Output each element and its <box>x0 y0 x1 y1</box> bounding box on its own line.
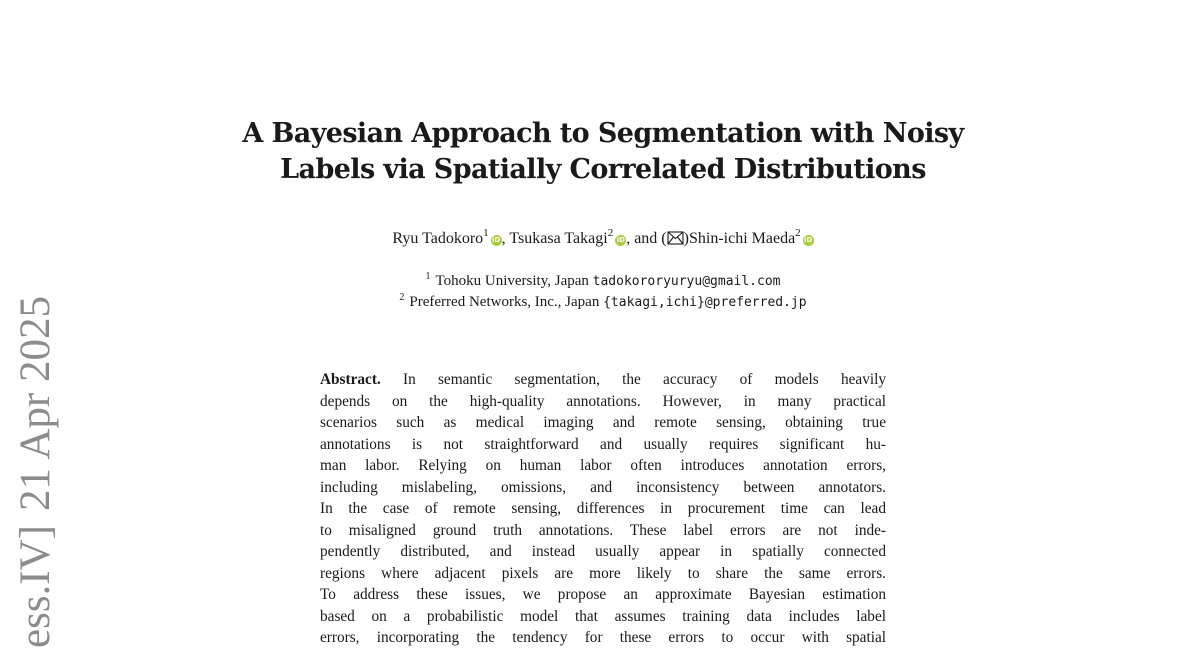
author-name: Ryu Tadokoro <box>392 230 484 247</box>
affiliation <box>200 292 1006 313</box>
affiliation-email[interactable]: tadokororyuryu@gmail.com <box>592 274 781 289</box>
abstract-line: In the case of remote sensing, differences in procurement time can lead <box>320 500 886 517</box>
abstract-line: man labor. Relying on human labor often introduces annotation errors, <box>320 457 886 474</box>
author-name: Tsukasa Takagi <box>509 230 608 247</box>
affiliation-number: 1 <box>425 271 431 282</box>
orcid-icon[interactable]: iD <box>804 236 813 244</box>
affiliation <box>200 271 1006 292</box>
abstract-line: regions where adjacent pixels are more likely to share the same errors. <box>320 564 886 582</box>
abstract-line: To address these issues, we propose an approximate Bayesian estimation <box>320 586 886 603</box>
abstract-line: including mislabeling, omissions, and inconsistency between annotators. <box>320 478 886 496</box>
author-affil-mark: 1 <box>483 227 489 239</box>
abstract <box>320 369 886 649</box>
author-separator: , <box>501 230 510 247</box>
author-affil-mark: 2 <box>607 227 614 239</box>
abstract-line: depends on the high-quality annotations. However, in many practical <box>320 392 886 410</box>
paper-title <box>200 116 1006 188</box>
author-affil-mark: 2 <box>795 227 801 239</box>
author-list <box>200 228 1006 252</box>
affiliation-name: Preferred Networks, Inc., Japan <box>409 294 600 310</box>
abstract-line: Abstract. In semantic segmentation, the accuracy of models heavily <box>320 371 887 388</box>
abstract-line: to misaligned ground truth annotations. These label errors are not inde- <box>320 521 886 539</box>
abstract-line: errors, incorporating the tendency for these errors to occur with spatial <box>320 629 886 646</box>
author-separator: , and ( <box>626 230 667 247</box>
arxiv-category: ess.IV] <box>11 525 59 648</box>
title-line: Labels via Spatially Correlated Distributions <box>280 154 926 185</box>
arxiv-date: 21 Apr 2025 <box>11 296 59 511</box>
affiliation-email[interactable]: {takagi,ichi}@preferred.jp <box>603 295 807 310</box>
abstract-label: Abstract. <box>320 371 381 388</box>
arxiv-side-stamp <box>4 296 66 648</box>
title-line: A Bayesian Approach to Segmentation with Noisy <box>242 118 964 149</box>
orcid-icon[interactable]: iD <box>616 236 625 244</box>
abstract-line: pendently distributed, and instead usually appear in spatially connected <box>320 543 886 560</box>
abstract-line: annotations is not straightforward and usually requires significant hu- <box>320 435 886 453</box>
envelope-icon <box>667 230 684 252</box>
abstract-line: based on a probabilistic model that assumes training data includes label <box>320 607 886 625</box>
affiliation-number: 2 <box>399 292 405 303</box>
abstract-line: scenarios such as medical imaging and remote sensing, obtaining true <box>320 414 886 431</box>
affiliation-name: Tohoku University, Japan <box>435 273 589 289</box>
author-name: Shin-ichi Maeda <box>688 230 796 247</box>
orcid-icon[interactable]: iD <box>492 236 501 244</box>
author-separator: ) <box>683 230 689 247</box>
